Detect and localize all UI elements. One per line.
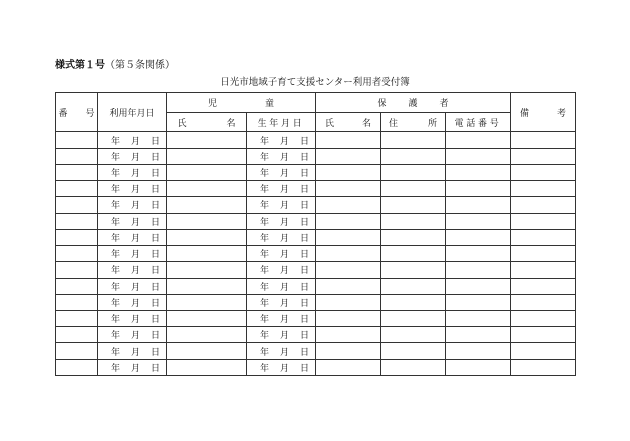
- year-unit: 年: [110, 233, 120, 244]
- remarks-cell[interactable]: [511, 148, 576, 164]
- year-unit: 年: [259, 233, 269, 244]
- phone-cell[interactable]: [446, 197, 511, 213]
- child-name-cell[interactable]: [167, 148, 247, 164]
- year-unit: 年: [110, 266, 120, 277]
- header-number-char-1: 番: [58, 108, 68, 119]
- guardian-name-cell[interactable]: [316, 181, 381, 197]
- year-unit: 年: [110, 185, 120, 196]
- number-cell[interactable]: [56, 148, 98, 164]
- month-unit: 月: [279, 266, 289, 277]
- day-unit: 日: [150, 282, 160, 293]
- birth-date-cell[interactable]: [247, 164, 316, 180]
- usage-date-cell[interactable]: [98, 278, 167, 294]
- number-cell[interactable]: [56, 262, 98, 278]
- year-unit: 年: [110, 363, 120, 374]
- month-unit: 月: [279, 331, 289, 342]
- year-unit: 年: [259, 185, 269, 196]
- phone-cell[interactable]: [446, 132, 511, 148]
- address-cell[interactable]: [381, 197, 446, 213]
- month-unit: 月: [279, 250, 289, 261]
- phone-cell[interactable]: [446, 213, 511, 229]
- table-row: [56, 229, 576, 245]
- day-unit: 日: [299, 266, 309, 277]
- day-unit: 日: [299, 315, 309, 326]
- address-cell[interactable]: [381, 132, 446, 148]
- month-unit: 月: [130, 217, 140, 228]
- day-unit: 日: [150, 363, 160, 374]
- header-remarks-char-2: 考: [557, 108, 567, 119]
- table-row: [56, 213, 576, 229]
- header-child-char-2: 童: [265, 98, 275, 109]
- header-child-name-char-2: 名: [226, 118, 236, 129]
- child-name-cell[interactable]: [167, 229, 247, 245]
- number-cell[interactable]: [56, 327, 98, 343]
- birth-date-cell[interactable]: [247, 294, 316, 310]
- day-unit: 日: [299, 298, 309, 309]
- day-unit: 日: [150, 217, 160, 228]
- phone-cell[interactable]: [446, 181, 511, 197]
- month-unit: 月: [130, 169, 140, 179]
- guardian-name-cell[interactable]: [316, 294, 381, 310]
- phone-cell[interactable]: [446, 359, 511, 375]
- header-guardian-char-1: 保: [377, 98, 387, 109]
- guardian-name-cell[interactable]: [316, 359, 381, 375]
- month-unit: 月: [279, 315, 289, 326]
- table-row: [56, 311, 576, 327]
- address-cell[interactable]: [381, 278, 446, 294]
- year-unit: 年: [110, 315, 120, 326]
- remarks-cell[interactable]: [511, 262, 576, 278]
- usage-date-cell[interactable]: [98, 148, 167, 164]
- remarks-cell[interactable]: [511, 132, 576, 148]
- month-unit: 月: [279, 233, 289, 244]
- header-guardian-name-char-1: 氏: [324, 118, 334, 129]
- month-unit: 月: [279, 298, 289, 309]
- day-unit: 日: [150, 136, 160, 147]
- month-unit: 月: [130, 201, 140, 212]
- birth-date-cell[interactable]: [247, 343, 316, 359]
- table-row: [56, 181, 576, 197]
- document-title: 日光市地域子育て支援センター利用者受付簿: [220, 77, 410, 88]
- number-cell[interactable]: [56, 213, 98, 229]
- guardian-name-cell[interactable]: [316, 164, 381, 180]
- child-name-cell[interactable]: [167, 343, 247, 359]
- day-unit: 日: [299, 233, 309, 244]
- month-unit: 月: [130, 347, 140, 358]
- phone-cell[interactable]: [446, 311, 511, 327]
- number-cell[interactable]: [56, 294, 98, 310]
- header-guardian-char-2: 護: [408, 98, 418, 109]
- header-child: [167, 93, 316, 113]
- day-unit: 日: [150, 185, 160, 196]
- child-name-cell[interactable]: [167, 197, 247, 213]
- year-unit: 年: [259, 217, 269, 228]
- year-unit: 年: [259, 298, 269, 309]
- day-unit: 日: [150, 201, 160, 212]
- remarks-cell[interactable]: [511, 164, 576, 180]
- month-unit: 月: [279, 152, 289, 163]
- usage-date-cell[interactable]: [98, 327, 167, 343]
- register-body: [56, 132, 576, 376]
- number-cell[interactable]: [56, 278, 98, 294]
- month-unit: 月: [279, 185, 289, 196]
- remarks-cell[interactable]: [511, 278, 576, 294]
- usage-date-cell[interactable]: [98, 294, 167, 310]
- year-unit: 年: [259, 315, 269, 326]
- remarks-cell[interactable]: [511, 213, 576, 229]
- table-row: [56, 262, 576, 278]
- remarks-cell[interactable]: [511, 246, 576, 262]
- day-unit: 日: [150, 315, 160, 326]
- day-unit: 日: [299, 136, 309, 147]
- header-row-1: [56, 93, 576, 113]
- guardian-name-cell[interactable]: [316, 262, 381, 278]
- birth-date-cell[interactable]: [247, 213, 316, 229]
- remarks-cell[interactable]: [511, 197, 576, 213]
- header-guardian-name: [316, 112, 381, 132]
- day-unit: 日: [150, 331, 160, 342]
- header-birth-date: 生年月日: [247, 112, 316, 132]
- birth-date-cell[interactable]: [247, 327, 316, 343]
- usage-date-cell[interactable]: [98, 164, 167, 180]
- guardian-name-cell[interactable]: [316, 343, 381, 359]
- day-unit: 日: [150, 250, 160, 261]
- birth-date-cell[interactable]: [247, 246, 316, 262]
- address-cell[interactable]: [381, 343, 446, 359]
- address-cell[interactable]: [381, 213, 446, 229]
- year-unit: 年: [110, 169, 120, 179]
- month-unit: 月: [130, 233, 140, 244]
- day-unit: 日: [150, 169, 160, 179]
- form-number: 様式第１号: [55, 60, 105, 71]
- year-unit: 年: [110, 152, 120, 163]
- child-name-cell[interactable]: [167, 164, 247, 180]
- usage-date-cell[interactable]: [98, 229, 167, 245]
- guardian-name-cell[interactable]: [316, 197, 381, 213]
- header-guardian-name-char-2: 名: [362, 118, 372, 129]
- year-unit: 年: [259, 169, 269, 179]
- number-cell[interactable]: [56, 359, 98, 375]
- remarks-cell[interactable]: [511, 311, 576, 327]
- table-row: [56, 294, 576, 310]
- year-unit: 年: [259, 136, 269, 147]
- phone-cell[interactable]: [446, 294, 511, 310]
- usage-date-cell[interactable]: [98, 359, 167, 375]
- guardian-name-cell[interactable]: [316, 246, 381, 262]
- day-unit: 日: [299, 250, 309, 261]
- usage-date-cell[interactable]: [98, 343, 167, 359]
- header-phone: 電話番号: [446, 112, 511, 132]
- phone-cell[interactable]: [446, 164, 511, 180]
- month-unit: 月: [130, 282, 140, 293]
- year-unit: 年: [110, 201, 120, 212]
- day-unit: 日: [299, 217, 309, 228]
- header-number-char-2: 号: [85, 108, 95, 119]
- month-unit: 月: [279, 201, 289, 212]
- address-cell[interactable]: [381, 164, 446, 180]
- phone-cell[interactable]: [446, 229, 511, 245]
- header-remarks-char-1: 備: [519, 108, 529, 119]
- guardian-name-cell[interactable]: [316, 311, 381, 327]
- day-unit: 日: [299, 152, 309, 163]
- day-unit: 日: [299, 169, 309, 179]
- birth-date-cell[interactable]: [247, 278, 316, 294]
- number-cell[interactable]: [56, 181, 98, 197]
- month-unit: 月: [130, 331, 140, 342]
- header-number: [56, 93, 98, 132]
- usage-date-cell[interactable]: [98, 246, 167, 262]
- usage-date-cell[interactable]: [98, 213, 167, 229]
- phone-cell[interactable]: [446, 343, 511, 359]
- remarks-cell[interactable]: [511, 294, 576, 310]
- form-relation: （第５条関係）: [105, 60, 175, 71]
- address-cell[interactable]: [381, 327, 446, 343]
- table-row: [56, 148, 576, 164]
- year-unit: 年: [259, 331, 269, 342]
- header-guardian-char-3: 者: [439, 98, 449, 109]
- month-unit: 月: [279, 347, 289, 358]
- phone-cell[interactable]: [446, 246, 511, 262]
- usage-date-cell[interactable]: [98, 181, 167, 197]
- guardian-name-cell[interactable]: [316, 132, 381, 148]
- phone-cell[interactable]: [446, 148, 511, 164]
- number-cell[interactable]: [56, 132, 98, 148]
- table-row: [56, 246, 576, 262]
- month-unit: 月: [130, 250, 140, 261]
- birth-date-cell[interactable]: [247, 181, 316, 197]
- birth-date-cell[interactable]: [247, 311, 316, 327]
- usage-date-cell[interactable]: [98, 197, 167, 213]
- form-label: [55, 56, 175, 71]
- table-row: [56, 197, 576, 213]
- remarks-cell[interactable]: [511, 359, 576, 375]
- number-cell[interactable]: [56, 246, 98, 262]
- number-cell[interactable]: [56, 197, 98, 213]
- address-cell[interactable]: [381, 181, 446, 197]
- child-name-cell[interactable]: [167, 132, 247, 148]
- phone-cell[interactable]: [446, 278, 511, 294]
- day-unit: 日: [299, 282, 309, 293]
- year-unit: 年: [259, 266, 269, 277]
- month-unit: 月: [130, 185, 140, 196]
- birth-date-cell[interactable]: [247, 132, 316, 148]
- year-unit: 年: [110, 250, 120, 261]
- birth-date-cell[interactable]: [247, 148, 316, 164]
- remarks-cell[interactable]: [511, 229, 576, 245]
- address-cell[interactable]: [381, 229, 446, 245]
- month-unit: 月: [130, 136, 140, 147]
- header-child-name-char-1: 氏: [177, 118, 187, 129]
- birth-date-cell[interactable]: [247, 197, 316, 213]
- birth-date-cell[interactable]: [247, 262, 316, 278]
- child-name-cell[interactable]: [167, 262, 247, 278]
- header-remarks: [511, 93, 576, 132]
- remarks-cell[interactable]: [511, 181, 576, 197]
- day-unit: 日: [150, 266, 160, 277]
- month-unit: 月: [279, 136, 289, 147]
- guardian-name-cell[interactable]: [316, 148, 381, 164]
- month-unit: 月: [279, 169, 289, 179]
- year-unit: 年: [110, 298, 120, 309]
- day-unit: 日: [299, 201, 309, 212]
- year-unit: 年: [110, 347, 120, 358]
- child-name-cell[interactable]: [167, 181, 247, 197]
- child-name-cell[interactable]: [167, 278, 247, 294]
- usage-date-cell[interactable]: [98, 311, 167, 327]
- month-unit: 月: [130, 363, 140, 374]
- address-cell[interactable]: [381, 294, 446, 310]
- table-row: [56, 164, 576, 180]
- number-cell[interactable]: [56, 343, 98, 359]
- table-row: [56, 278, 576, 294]
- month-unit: 月: [279, 363, 289, 374]
- month-unit: 月: [279, 217, 289, 228]
- year-unit: 年: [259, 250, 269, 261]
- guardian-name-cell[interactable]: [316, 213, 381, 229]
- address-cell[interactable]: [381, 148, 446, 164]
- month-unit: 月: [279, 282, 289, 293]
- usage-date-cell[interactable]: [98, 262, 167, 278]
- child-name-cell[interactable]: [167, 213, 247, 229]
- birth-date-cell[interactable]: [247, 229, 316, 245]
- remarks-cell[interactable]: [511, 327, 576, 343]
- address-cell[interactable]: [381, 246, 446, 262]
- phone-cell[interactable]: [446, 327, 511, 343]
- day-unit: 日: [299, 331, 309, 342]
- header-child-char-1: 児: [207, 98, 217, 109]
- header-child-name: [167, 112, 247, 132]
- day-unit: 日: [299, 363, 309, 374]
- register-table: [55, 92, 576, 376]
- table-row: [56, 343, 576, 359]
- phone-cell[interactable]: [446, 262, 511, 278]
- number-cell[interactable]: [56, 164, 98, 180]
- child-name-cell[interactable]: [167, 294, 247, 310]
- child-name-cell[interactable]: [167, 311, 247, 327]
- header-address-char-1: 住: [388, 118, 398, 129]
- day-unit: 日: [150, 233, 160, 244]
- day-unit: 日: [150, 298, 160, 309]
- month-unit: 月: [130, 315, 140, 326]
- guardian-name-cell[interactable]: [316, 229, 381, 245]
- year-unit: 年: [259, 201, 269, 212]
- guardian-name-cell[interactable]: [316, 327, 381, 343]
- address-cell[interactable]: [381, 311, 446, 327]
- address-cell[interactable]: [381, 262, 446, 278]
- day-unit: 日: [299, 185, 309, 196]
- remarks-cell[interactable]: [511, 343, 576, 359]
- year-unit: 年: [259, 152, 269, 163]
- day-unit: 日: [150, 152, 160, 163]
- month-unit: 月: [130, 266, 140, 277]
- header-guardian: [316, 93, 511, 113]
- year-unit: 年: [110, 331, 120, 342]
- table-row: [56, 359, 576, 375]
- usage-date-cell[interactable]: [98, 132, 167, 148]
- month-unit: 月: [130, 298, 140, 309]
- year-unit: 年: [110, 217, 120, 228]
- child-name-cell[interactable]: [167, 359, 247, 375]
- guardian-name-cell[interactable]: [316, 278, 381, 294]
- header-usage-date: 利用年月日: [98, 93, 167, 132]
- day-unit: 日: [299, 347, 309, 358]
- year-unit: 年: [110, 282, 120, 293]
- table-row: [56, 327, 576, 343]
- month-unit: 月: [130, 152, 140, 163]
- number-cell[interactable]: [56, 229, 98, 245]
- child-name-cell[interactable]: [167, 327, 247, 343]
- child-name-cell[interactable]: [167, 246, 247, 262]
- year-unit: 年: [110, 136, 120, 147]
- table-row: [56, 132, 576, 148]
- day-unit: 日: [150, 347, 160, 358]
- year-unit: 年: [259, 282, 269, 293]
- header-address: [381, 112, 446, 132]
- birth-date-cell[interactable]: [247, 359, 316, 375]
- header-address-char-2: 所: [428, 118, 438, 129]
- number-cell[interactable]: [56, 311, 98, 327]
- year-unit: 年: [259, 363, 269, 374]
- year-unit: 年: [259, 347, 269, 358]
- address-cell[interactable]: [381, 359, 446, 375]
